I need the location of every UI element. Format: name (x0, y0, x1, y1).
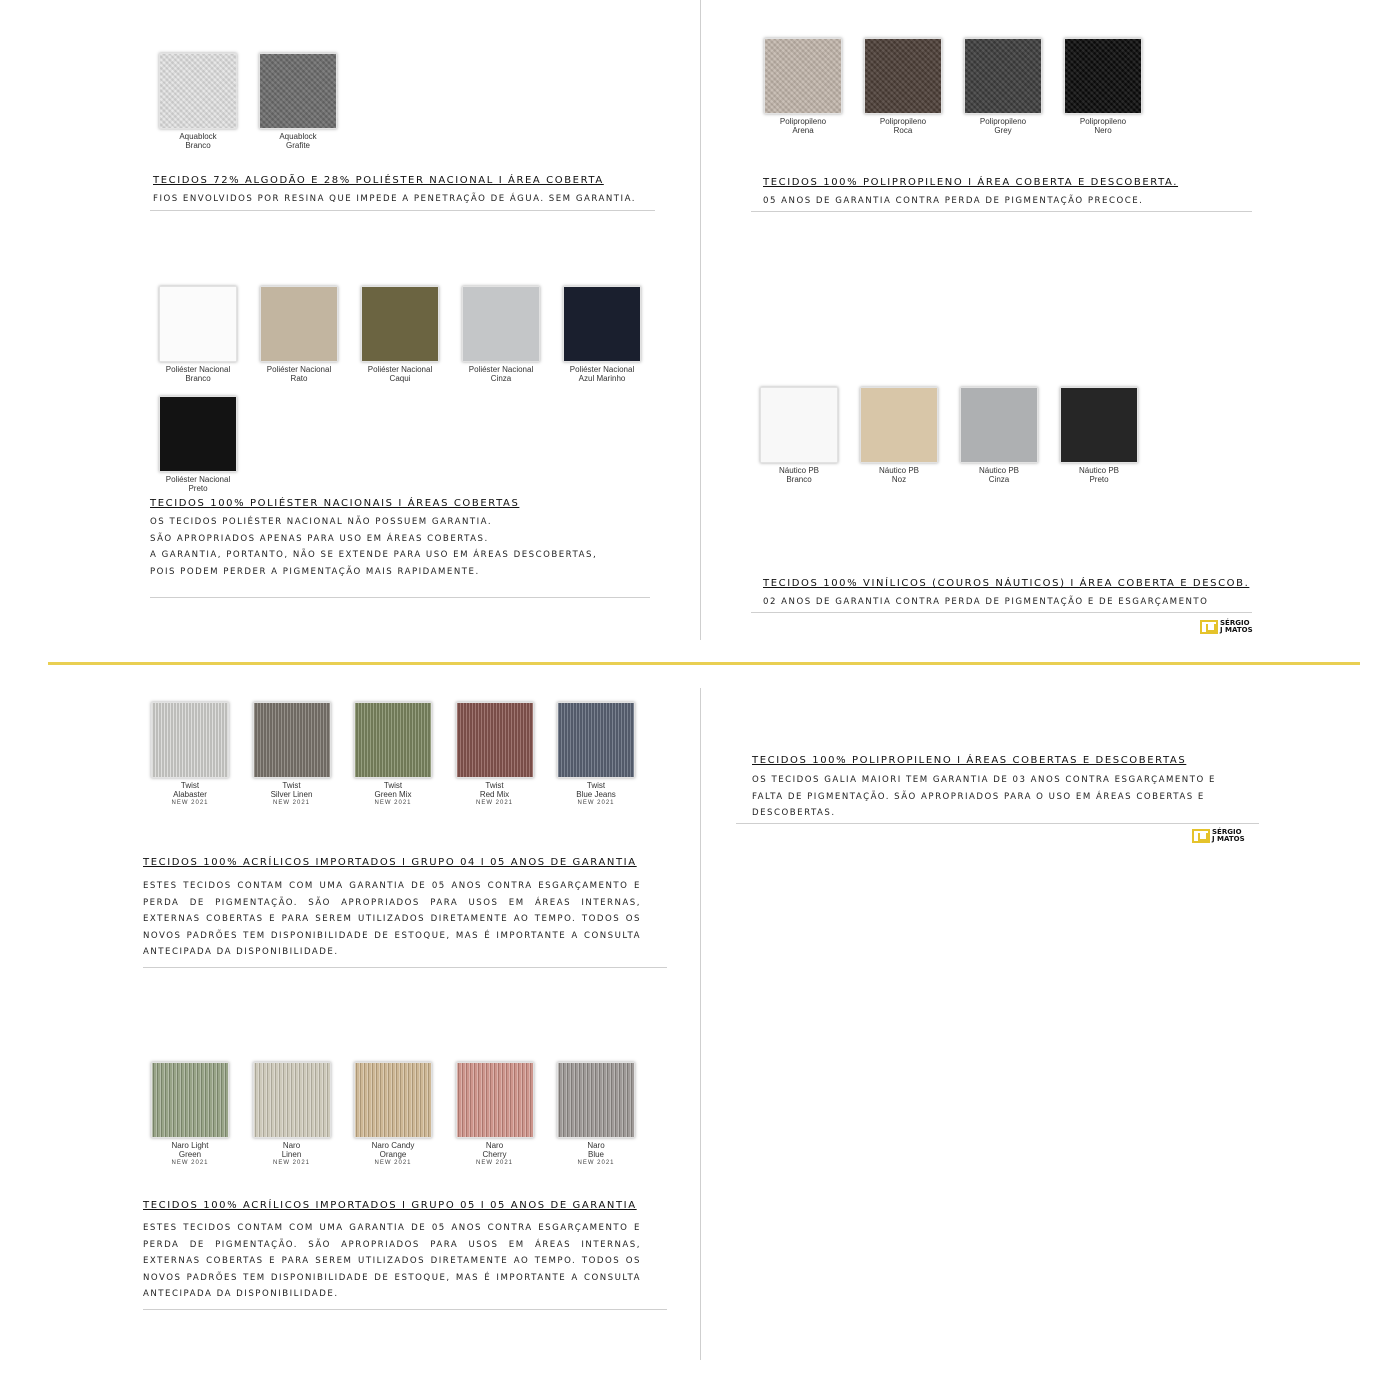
fabric-group-aquablock (150, 53, 655, 204)
group-description (150, 514, 650, 580)
new-badge: NEW 2021 (577, 1160, 615, 1166)
vertical-divider-bottom (700, 688, 701, 1360)
logo-mark-icon (1200, 620, 1218, 634)
fabric-swatch (258, 53, 338, 150)
swatch-chip (253, 702, 331, 778)
fabric-swatch (158, 53, 238, 150)
swatch-chip (456, 702, 534, 778)
new-badge: NEW 2021 (272, 800, 310, 806)
new-badge: NEW 2021 (171, 800, 209, 806)
swatch-label: Náutico PB Branco (778, 466, 820, 484)
group-title: TECIDOS 100% ACRÍLICOS IMPORTADOS I GRUPO 04 I 05 ANOS DE GARANTIA (143, 857, 637, 868)
group-title: TECIDOS 100% POLIPROPILENO I ÁREA COBERTA E DESCOBERTA. (763, 177, 1179, 188)
swatch-label: Aquablock Branco (179, 132, 217, 150)
group-title: TECIDOS 100% VINÍLICOS (COUROS NÁUTICOS) I ÁREA COBERTA E DESCOB. (763, 578, 1250, 589)
fabric-swatch (963, 38, 1043, 135)
swatch-chip (764, 38, 842, 114)
logo-line2: J MATOS (1212, 835, 1245, 843)
gold-section-divider (48, 662, 1360, 665)
fabric-swatch (562, 286, 642, 383)
group-description (763, 594, 1248, 611)
logo-mark-icon (1192, 829, 1210, 843)
fabric-swatch (360, 286, 440, 383)
fabric-swatch (353, 702, 433, 806)
group-rule (150, 597, 650, 598)
swatch-chip (354, 702, 432, 778)
vertical-divider-top (700, 0, 701, 640)
new-badge: NEW 2021 (577, 800, 615, 806)
group-rule (150, 210, 655, 211)
fabric-swatch (150, 1062, 230, 1166)
swatch-chip (456, 1062, 534, 1138)
swatch-chip (960, 387, 1038, 463)
fabric-swatch (1063, 38, 1143, 135)
swatch-row (150, 53, 655, 173)
group-title: TECIDOS 100% POLIPROPILENO I ÁREAS COBERTAS E DESCOBERTAS (752, 755, 1187, 766)
swatch-chip (159, 396, 237, 472)
group-title: TECIDOS 72% ALGODÃO E 28% POLIÉSTER NACIONAL I ÁREA COBERTA (153, 175, 604, 186)
fabric-group-nautico (751, 387, 1252, 607)
fabric-swatch (759, 387, 839, 484)
swatch-label: Poliéster Nacional Branco (165, 365, 231, 383)
swatch-chip (1064, 38, 1142, 114)
fabric-swatch (763, 38, 843, 135)
fabric-swatch (461, 286, 541, 383)
description-paragraph: OS TECIDOS GALIA MAIORI TEM GARANTIA DE 03 ANOS CONTRA ESGARÇAMENTO E FALTA DE PIGMENTAÇÃO. SÃO APROPRIADOS PARA O USO EM ÁREAS COBERTAS E DESCOBERTAS. (752, 775, 1216, 818)
fabric-swatch (556, 702, 636, 806)
description-line: A GARANTIA, PORTANTO, NÃO SE EXTENDE PARA USO EM ÁREAS DESCOBERTAS, (150, 550, 598, 560)
swatch-row (143, 702, 667, 822)
swatch-label: Náutico PB Cinza (978, 466, 1020, 484)
swatch-chip (557, 1062, 635, 1138)
swatch-chip (354, 1062, 432, 1138)
swatch-chip (259, 53, 337, 129)
group-rule (143, 967, 667, 968)
swatch-label: Náutico PB Preto (1078, 466, 1120, 484)
swatch-label: Polipropileno Arena (779, 117, 827, 135)
swatch-chip (151, 1062, 229, 1138)
swatch-chip (159, 286, 237, 362)
group-description (143, 1220, 641, 1303)
fabric-group-polipropileno (751, 38, 1252, 206)
swatch-label: Polipropileno Nero (1079, 117, 1127, 135)
fabric-swatch (150, 702, 230, 806)
fabric-swatch (455, 1062, 535, 1166)
swatch-label: Twist Silver Linen (270, 781, 313, 799)
swatch-chip (864, 38, 942, 114)
fabric-swatch (252, 702, 332, 806)
group-rule (736, 823, 1259, 824)
group-description (153, 191, 653, 208)
swatch-label: Aquablock Grafite (279, 132, 317, 150)
swatch-row (150, 286, 650, 496)
description-paragraph: ESTES TECIDOS CONTAM COM UMA GARANTIA DE 05 ANOS CONTRA ESGARÇAMENTO E PERDA DE PIGMENTAÇÃO. SÃO APROPRIADOS PARA USOS EM ÁREAS INTERNAS, EXTERNAS COBERTAS E PARA SEREM UTILIZADOS DIRETAMENTE AO TEMPO. TODOS OS NOVOS PADRÕES TEM DISPONIBILIDADE DE ESTOQUE, MAS É IMPORTANTE A CONSULTA ANTECIPADA DA DISPONIBILIDADE. (143, 1223, 641, 1299)
swatch-row (751, 38, 1252, 158)
swatch-chip (260, 286, 338, 362)
logo-text (1220, 620, 1253, 634)
description-line: FIOS ENVOLVIDOS POR RESINA QUE IMPEDE A PENETRAÇÃO DE ÁGUA. SEM GARANTIA. (153, 194, 637, 204)
swatch-label: Naro Linen (281, 1141, 302, 1159)
swatch-label: Naro Blue (587, 1141, 605, 1159)
swatch-chip (860, 387, 938, 463)
logo-line2: J MATOS (1220, 626, 1253, 634)
fabric-swatch (556, 1062, 636, 1166)
swatch-chip (151, 702, 229, 778)
swatch-label: Poliéster Nacional Caqui (367, 365, 433, 383)
logo-line1: SÉRGIO (1220, 619, 1250, 627)
new-badge: NEW 2021 (171, 1160, 209, 1166)
logo-line1: SÉRGIO (1212, 828, 1242, 836)
fabric-swatch (959, 387, 1039, 484)
fabric-swatch (1059, 387, 1139, 484)
fabric-group-twist (143, 702, 667, 957)
swatch-chip (361, 286, 439, 362)
group-description (143, 878, 641, 961)
swatch-label: Polipropileno Roca (879, 117, 927, 135)
brand-logo (1192, 829, 1245, 843)
new-badge: NEW 2021 (374, 800, 412, 806)
description-line: OS TECIDOS POLIÉSTER NACIONAL NÃO POSSUEM GARANTIA. (150, 517, 493, 527)
swatch-chip (964, 38, 1042, 114)
fabric-group-naro (143, 1062, 667, 1299)
brand-logo (1200, 620, 1253, 634)
fabric-swatch (252, 1062, 332, 1166)
swatch-chip (563, 286, 641, 362)
fabric-swatch (158, 286, 238, 383)
description-line: 02 ANOS DE GARANTIA CONTRA PERDA DE PIGMENTAÇÃO E DE ESGARÇAMENTO (763, 597, 1209, 607)
group-description (752, 772, 1244, 822)
swatch-label: Twist Red Mix (479, 781, 510, 799)
fabric-swatch (259, 286, 339, 383)
swatch-label: Naro Cherry (482, 1141, 507, 1159)
swatch-label: Poliéster Nacional Preto (165, 475, 231, 493)
swatch-label: Twist Alabaster (173, 781, 207, 799)
description-line: POIS PODEM PERDER A PIGMENTAÇÃO MAIS RAPIDAMENTE. (150, 566, 480, 577)
group-description (763, 193, 1248, 210)
group-rule (143, 1309, 667, 1310)
swatch-row (143, 1062, 667, 1182)
group-rule (751, 612, 1252, 613)
fabric-swatch (158, 396, 238, 493)
fabric-swatch (455, 702, 535, 806)
description-paragraph: ESTES TECIDOS CONTAM COM UMA GARANTIA DE 05 ANOS CONTRA ESGARÇAMENTO E PERDA DE PIGMENTAÇÃO. SÃO APROPRIADOS PARA USOS EM ÁREAS INTERNAS, EXTERNAS COBERTAS E PARA SEREM UTILIZADOS DIRETAMENTE AO TEMPO. TODOS OS NOVOS PADRÕES TEM DISPONIBILIDADE DE ESTOQUE, MAS É IMPORTANTE A CONSULTA ANTECIPADA DA DISPONIBILIDADE. (143, 881, 641, 957)
logo-text (1212, 829, 1245, 843)
fabric-swatch (863, 38, 943, 135)
swatch-chip (462, 286, 540, 362)
description-line: SÃO APROPRIADOS APENAS PARA USO EM ÁREAS COBERTAS. (150, 533, 489, 544)
swatch-label: Polipropileno Grey (979, 117, 1027, 135)
new-badge: NEW 2021 (475, 800, 513, 806)
swatch-label: Twist Green Mix (374, 781, 412, 799)
swatch-label: Poliéster Nacional Rato (266, 365, 332, 383)
group-title: TECIDOS 100% ACRÍLICOS IMPORTADOS I GRUPO 05 I 05 ANOS DE GARANTIA (143, 1200, 637, 1211)
swatch-label: Naro Candy Orange (371, 1141, 415, 1159)
description-line: 05 ANOS DE GARANTIA CONTRA PERDA DE PIGMENTAÇÃO PRECOCE. (763, 196, 1144, 206)
swatch-chip (557, 702, 635, 778)
fabric-swatch (859, 387, 939, 484)
fabric-swatch (353, 1062, 433, 1166)
swatch-row (751, 387, 1252, 507)
swatch-chip (1060, 387, 1138, 463)
swatch-label: Poliéster Nacional Azul Marinho (569, 365, 635, 383)
group-title: TECIDOS 100% POLIÉSTER NACIONAIS I ÁREAS COBERTAS (150, 498, 520, 509)
fabric-group-poliester (150, 286, 650, 577)
swatch-label: Naro Light Green (171, 1141, 209, 1159)
swatch-label: Poliéster Nacional Cinza (468, 365, 534, 383)
swatch-chip (159, 53, 237, 129)
new-badge: NEW 2021 (272, 1160, 310, 1166)
swatch-chip (760, 387, 838, 463)
new-badge: NEW 2021 (475, 1160, 513, 1166)
group-rule (751, 211, 1252, 212)
swatch-chip (253, 1062, 331, 1138)
swatch-label: Twist Blue Jeans (576, 781, 616, 799)
swatch-label: Náutico PB Noz (878, 466, 920, 484)
new-badge: NEW 2021 (374, 1160, 412, 1166)
